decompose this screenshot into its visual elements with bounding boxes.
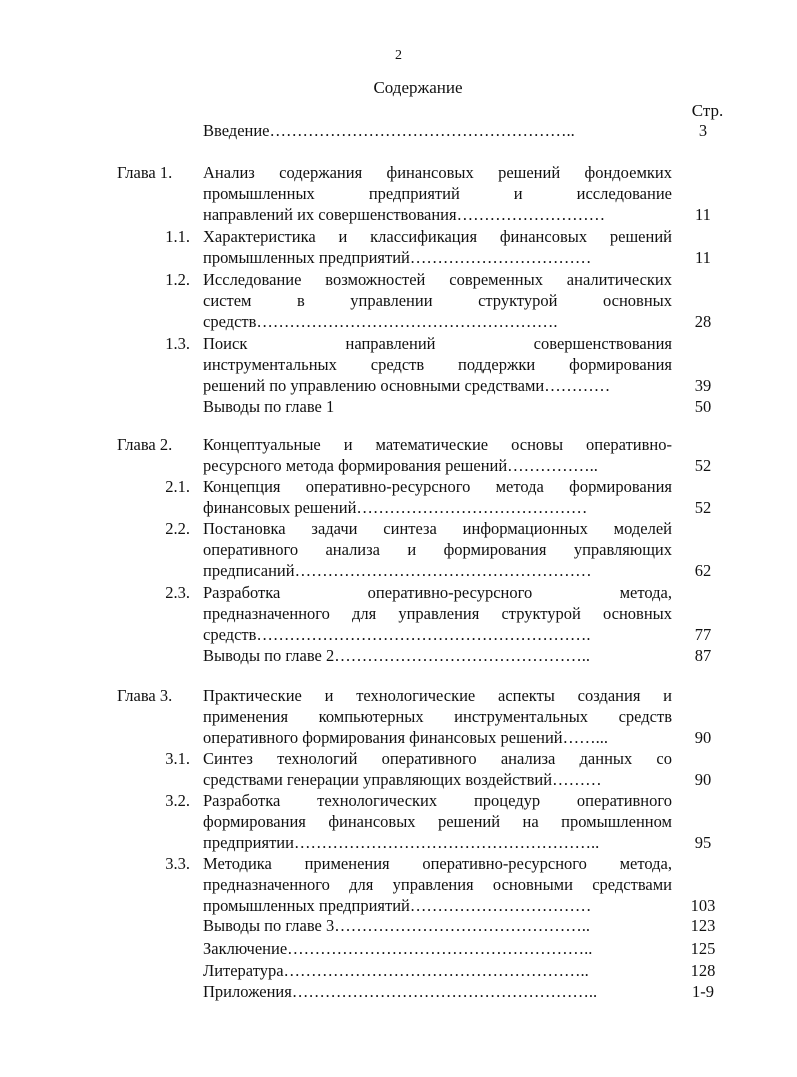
- section-title-line: Разработка оперативно-ресурсного метода,: [203, 583, 672, 602]
- toc-entry-page: 28: [694, 312, 712, 331]
- toc-line: [0, 915, 797, 937]
- section-title-line: предназначенного для управления основными средствами: [203, 875, 672, 894]
- section-title-line: решений по управлению основными средствами…………: [203, 376, 611, 395]
- section-title-line: финансовых решений……………………………………: [203, 498, 588, 517]
- toc-line: [0, 748, 797, 770]
- toc-entry-page: 77: [694, 625, 712, 644]
- toc-line: [0, 853, 797, 875]
- section-title-line: Характеристика и классификация финансовых решений: [203, 227, 672, 246]
- toc-line: [0, 560, 797, 582]
- section-title-line: Постановка задачи синтеза информационных моделей: [203, 519, 672, 538]
- section-title-line: оперативного анализа и формирования управляющих: [203, 540, 672, 559]
- section-title-line: систем в управлении структурой основных: [203, 291, 672, 310]
- toc-entry-page: 11: [695, 205, 711, 224]
- chapter-label: Глава 3.: [117, 686, 173, 705]
- chapter-conclusion: Выводы по главе 2………………………………………..: [203, 646, 590, 665]
- toc-title: Содержание: [373, 78, 463, 97]
- section-title-line: инструментальных средств поддержки формирования: [203, 355, 672, 374]
- toc-line: [0, 895, 797, 917]
- toc-entry-page: 50: [694, 397, 712, 416]
- endmatter-conclusion: Заключение………………………………………………..: [203, 939, 593, 958]
- toc-line: [0, 247, 797, 269]
- section-label: 3.3.: [165, 854, 190, 873]
- toc-line: [0, 706, 797, 728]
- chapter-title-line: промышленных предприятий и исследование: [203, 184, 672, 203]
- chapter-title-line: направлений их совершенствования………………………: [203, 205, 606, 224]
- chapter-label: Глава 1.: [117, 163, 173, 182]
- toc-entry-page: 87: [694, 646, 712, 665]
- endmatter-appendices: Приложения………………………………………………..: [203, 982, 598, 1001]
- toc-line: [0, 183, 797, 205]
- toc-line: [0, 769, 797, 791]
- toc-entry-page: 62: [694, 561, 712, 580]
- chapter-title-line: Анализ содержания финансовых решений фондоемких: [203, 163, 672, 182]
- toc-entry-page: 52: [694, 498, 712, 517]
- chapter-label: Глава 2.: [117, 435, 173, 454]
- toc-entry-text: Введение………………………………………………..: [203, 121, 575, 140]
- toc-line: [0, 333, 797, 355]
- toc-line: [0, 162, 797, 184]
- toc-line: [0, 832, 797, 854]
- toc-line: [0, 269, 797, 291]
- toc-entry-page: 3: [698, 121, 708, 140]
- toc-entry-page: 11: [695, 248, 711, 267]
- toc-line: [0, 396, 797, 418]
- toc-entry-page: 39: [694, 376, 712, 395]
- toc-line: [0, 685, 797, 707]
- toc-entry-page: 1-9: [692, 982, 714, 1001]
- section-label: 1.2.: [165, 270, 190, 289]
- section-title-line: предписаний………………………………………………: [203, 561, 592, 580]
- toc-line: [0, 497, 797, 519]
- toc-line: [0, 811, 797, 833]
- toc-line: [0, 790, 797, 812]
- toc-line: [0, 981, 797, 1003]
- toc-entry-page: 95: [694, 833, 712, 852]
- toc-line: [0, 476, 797, 498]
- toc-line: [0, 434, 797, 456]
- toc-line: [0, 375, 797, 397]
- toc-entry-page: 52: [694, 456, 712, 475]
- toc-entry-page: 90: [694, 728, 712, 747]
- toc-entry-page: 128: [690, 961, 716, 980]
- chapter-title-line: Практические и технологические аспекты создания и: [203, 686, 672, 705]
- toc-line: [0, 727, 797, 749]
- toc-entry-page: 123: [690, 916, 716, 935]
- section-label: 1.3.: [165, 334, 190, 353]
- toc-line: [0, 226, 797, 248]
- toc-line: [0, 455, 797, 477]
- toc-line: [0, 960, 797, 982]
- toc-line: [0, 624, 797, 646]
- toc-line: [0, 582, 797, 604]
- section-label: 2.3.: [165, 583, 190, 602]
- section-title-line: Исследование возможностей современных аналитических: [203, 270, 672, 289]
- toc-line: [0, 645, 797, 667]
- section-title-line: Концепция оперативно-ресурсного метода формирования: [203, 477, 672, 496]
- toc-line: [0, 354, 797, 376]
- section-title-line: средствами генерации управляющих воздействий………: [203, 770, 602, 789]
- chapter-conclusion: Выводы по главе 3………………………………………..: [203, 916, 590, 935]
- toc-line: [0, 290, 797, 312]
- toc-line: [0, 204, 797, 226]
- chapter-conclusion: Выводы по главе 1: [203, 397, 335, 416]
- section-label: 3.1.: [165, 749, 190, 768]
- toc-entry-page: 125: [690, 939, 716, 958]
- section-label: 2.1.: [165, 477, 190, 496]
- section-title-line: Поиск направлений совершенствования: [203, 334, 672, 353]
- section-label: 3.2.: [165, 791, 190, 810]
- section-label: 2.2.: [165, 519, 190, 538]
- section-title-line: Методика применения оперативно-ресурсного метода,: [203, 854, 672, 873]
- chapter-title-line: ресурсного метода формирования решений……………..: [203, 456, 598, 475]
- section-title-line: Разработка технологических процедур оперативного: [203, 791, 672, 810]
- toc-line: [0, 938, 797, 960]
- section-title-line: средств…………………………………………………….: [203, 625, 591, 644]
- toc-intro: [0, 120, 797, 142]
- section-title-line: предприятии………………………………………………..: [203, 833, 600, 852]
- section-title-line: формирования финансовых решений на промышленном: [203, 812, 672, 831]
- section-title-line: Синтез технологий оперативного анализа данных со: [203, 749, 672, 768]
- page-column-header: Стр.: [691, 101, 724, 120]
- section-label: 1.1.: [165, 227, 190, 246]
- toc-line: [0, 311, 797, 333]
- toc-line: [0, 518, 797, 540]
- chapter-title-line: Концептуальные и математические основы оперативно-: [203, 435, 672, 454]
- chapter-title-line: применения компьютерных инструментальных средств: [203, 707, 672, 726]
- toc-entry-page: 103: [690, 896, 716, 915]
- section-title-line: предназначенного для управления структурой основных: [203, 604, 672, 623]
- chapter-title-line: оперативного формирования финансовых решений……...: [203, 728, 608, 747]
- toc-entry-page: 90: [694, 770, 712, 789]
- endmatter-literature: Литература………………………………………………..: [203, 961, 589, 980]
- section-title-line: промышленных предприятий……………………………: [203, 248, 592, 267]
- toc-line: [0, 539, 797, 561]
- page-number: 2: [395, 48, 402, 63]
- section-title-line: промышленных предприятий……………………………: [203, 896, 592, 915]
- section-title-line: средств……………………………………………….: [203, 312, 558, 331]
- toc-line: [0, 603, 797, 625]
- toc-line: [0, 874, 797, 896]
